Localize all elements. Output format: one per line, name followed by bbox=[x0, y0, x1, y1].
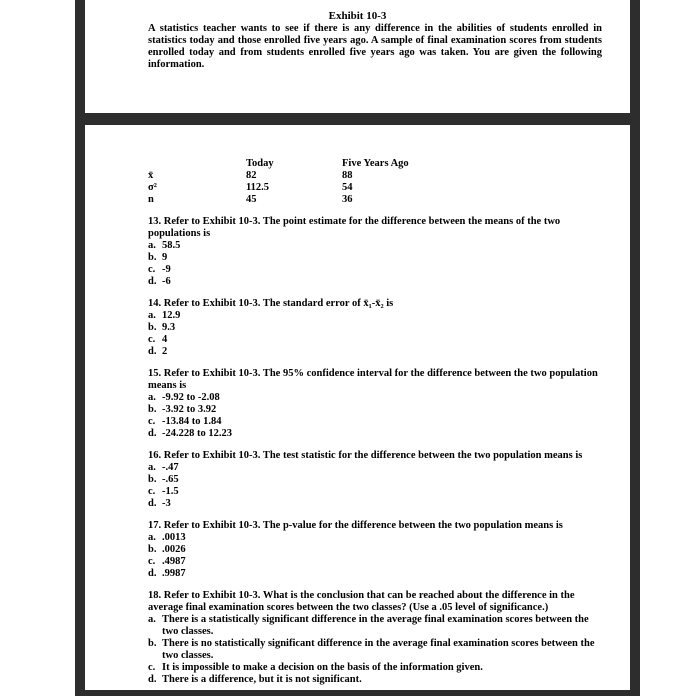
option-letter: d. bbox=[148, 428, 157, 439]
page-divider bbox=[85, 113, 630, 125]
answer-option[interactable] bbox=[148, 310, 602, 322]
answer-option[interactable] bbox=[148, 428, 602, 440]
option-letter: c. bbox=[148, 486, 156, 497]
data-table bbox=[148, 158, 602, 206]
option-letter: c. bbox=[148, 662, 156, 673]
answer-option[interactable] bbox=[148, 252, 602, 264]
question-stem: 17. Refer to Exhibit 10-3. The p-value for the difference between the two population means is bbox=[148, 520, 563, 531]
exhibit-intro: A statistics teacher wants to see if there is any difference in the abilities of students enrolled in statistics today and those enrolled five years ago. A sample of final examination scores from students enrolled today and from students enrolled five years ago was taken. You are given the following information. bbox=[148, 23, 602, 70]
answer-option[interactable] bbox=[148, 404, 602, 416]
question-stem: 13. Refer to Exhibit 10-3. The point estimate for the difference between the means of the two populations is bbox=[148, 216, 561, 239]
option-text: There is no statistically significant difference in the average final examination scores between the two classes. bbox=[162, 638, 595, 661]
answer-option[interactable] bbox=[148, 486, 602, 498]
answer-option[interactable] bbox=[148, 498, 602, 510]
option-letter: c. bbox=[148, 264, 156, 275]
table-row: x̄ 82 88 bbox=[148, 170, 353, 181]
option-text: 9.3 bbox=[162, 322, 176, 333]
option-text: -3 bbox=[162, 498, 171, 509]
option-text: 58.5 bbox=[162, 240, 181, 251]
question-17 bbox=[148, 520, 602, 580]
answer-option[interactable] bbox=[148, 568, 602, 580]
option-text: 12.9 bbox=[162, 310, 181, 321]
option-letter: d. bbox=[148, 674, 157, 685]
answer-option[interactable] bbox=[148, 392, 602, 404]
question-15 bbox=[148, 368, 602, 440]
question-stem: 18. Refer to Exhibit 10-3. What is the conclusion that can be reached about the difference in the average final examination scores between the two classes? (Use a .05 level of significance.) bbox=[148, 590, 575, 613]
question-18 bbox=[148, 590, 602, 686]
question-14 bbox=[148, 298, 602, 358]
document-frame bbox=[75, 0, 640, 696]
option-text: -.65 bbox=[162, 474, 179, 485]
option-text: -.47 bbox=[162, 462, 179, 473]
answer-option[interactable] bbox=[148, 556, 602, 568]
option-letter: c. bbox=[148, 416, 156, 427]
answer-option[interactable] bbox=[148, 662, 602, 674]
answer-option[interactable] bbox=[148, 276, 602, 288]
answer-option[interactable] bbox=[148, 322, 602, 334]
option-text: 4 bbox=[162, 334, 168, 345]
option-text: There is a difference, but it is not significant. bbox=[162, 674, 362, 685]
answer-option[interactable] bbox=[148, 674, 602, 686]
option-text: -9.92 to -2.08 bbox=[162, 392, 220, 403]
answer-option[interactable] bbox=[148, 264, 602, 276]
question-16 bbox=[148, 450, 602, 510]
option-letter: c. bbox=[148, 556, 156, 567]
option-letter: a. bbox=[148, 310, 156, 321]
option-letter: a. bbox=[148, 462, 156, 473]
question-list bbox=[148, 216, 602, 686]
option-text: .0013 bbox=[162, 532, 186, 543]
option-letter: d. bbox=[148, 498, 157, 509]
answer-option[interactable] bbox=[148, 346, 602, 358]
answer-option[interactable] bbox=[148, 532, 602, 544]
answer-option[interactable] bbox=[148, 462, 602, 474]
option-text: -3.92 to 3.92 bbox=[162, 404, 217, 415]
option-text: -9 bbox=[162, 264, 171, 275]
answer-option[interactable] bbox=[148, 544, 602, 556]
table-header: Today Five Years Ago bbox=[246, 158, 409, 169]
option-text: -13.84 to 1.84 bbox=[162, 416, 222, 427]
answer-option[interactable] bbox=[148, 240, 602, 252]
option-text: It is impossible to make a decision on the basis of the information given. bbox=[162, 662, 483, 673]
option-letter: a. bbox=[148, 240, 156, 251]
option-letter: b. bbox=[148, 252, 157, 263]
answer-option[interactable] bbox=[148, 334, 602, 346]
option-text: There is a statistically significant difference in the average final examination scores between the two classes. bbox=[162, 614, 589, 637]
exhibit-title: Exhibit 10-3 bbox=[328, 10, 387, 22]
option-text: -6 bbox=[162, 276, 171, 287]
option-letter: b. bbox=[148, 544, 157, 555]
question-stem: 16. Refer to Exhibit 10-3. The test statistic for the difference between the two population means is bbox=[148, 450, 583, 461]
option-text: .4987 bbox=[162, 556, 186, 567]
option-letter: c. bbox=[148, 334, 156, 345]
option-letter: a. bbox=[148, 392, 156, 403]
answer-option[interactable] bbox=[148, 416, 602, 428]
table-row: n 45 36 bbox=[148, 194, 353, 205]
question-stem: 15. Refer to Exhibit 10-3. The 95% confidence interval for the difference between the two population means is bbox=[148, 368, 598, 391]
option-letter: d. bbox=[148, 568, 157, 579]
option-letter: d. bbox=[148, 276, 157, 287]
table-row: σ² 112.5 54 bbox=[148, 182, 353, 193]
option-letter: b. bbox=[148, 638, 157, 649]
answer-option[interactable] bbox=[148, 614, 602, 638]
question-13 bbox=[148, 216, 602, 288]
option-text: 2 bbox=[162, 346, 168, 357]
option-letter: b. bbox=[148, 404, 157, 415]
option-text: .9987 bbox=[162, 568, 186, 579]
option-text: 9 bbox=[162, 252, 168, 263]
answer-option[interactable] bbox=[148, 474, 602, 486]
option-text: .0026 bbox=[162, 544, 186, 555]
question-stem: 14. Refer to Exhibit 10-3. The standard error of x̄₁-x̄₂ is bbox=[148, 298, 394, 309]
option-letter: a. bbox=[148, 614, 156, 625]
option-letter: b. bbox=[148, 474, 157, 485]
exhibit-section bbox=[85, 0, 630, 113]
option-text: -24.228 to 12.23 bbox=[162, 428, 232, 439]
option-letter: d. bbox=[148, 346, 157, 357]
option-text: -1.5 bbox=[162, 486, 179, 497]
questions-section bbox=[85, 125, 630, 690]
option-letter: b. bbox=[148, 322, 157, 333]
option-letter: a. bbox=[148, 532, 156, 543]
answer-option[interactable] bbox=[148, 638, 602, 662]
